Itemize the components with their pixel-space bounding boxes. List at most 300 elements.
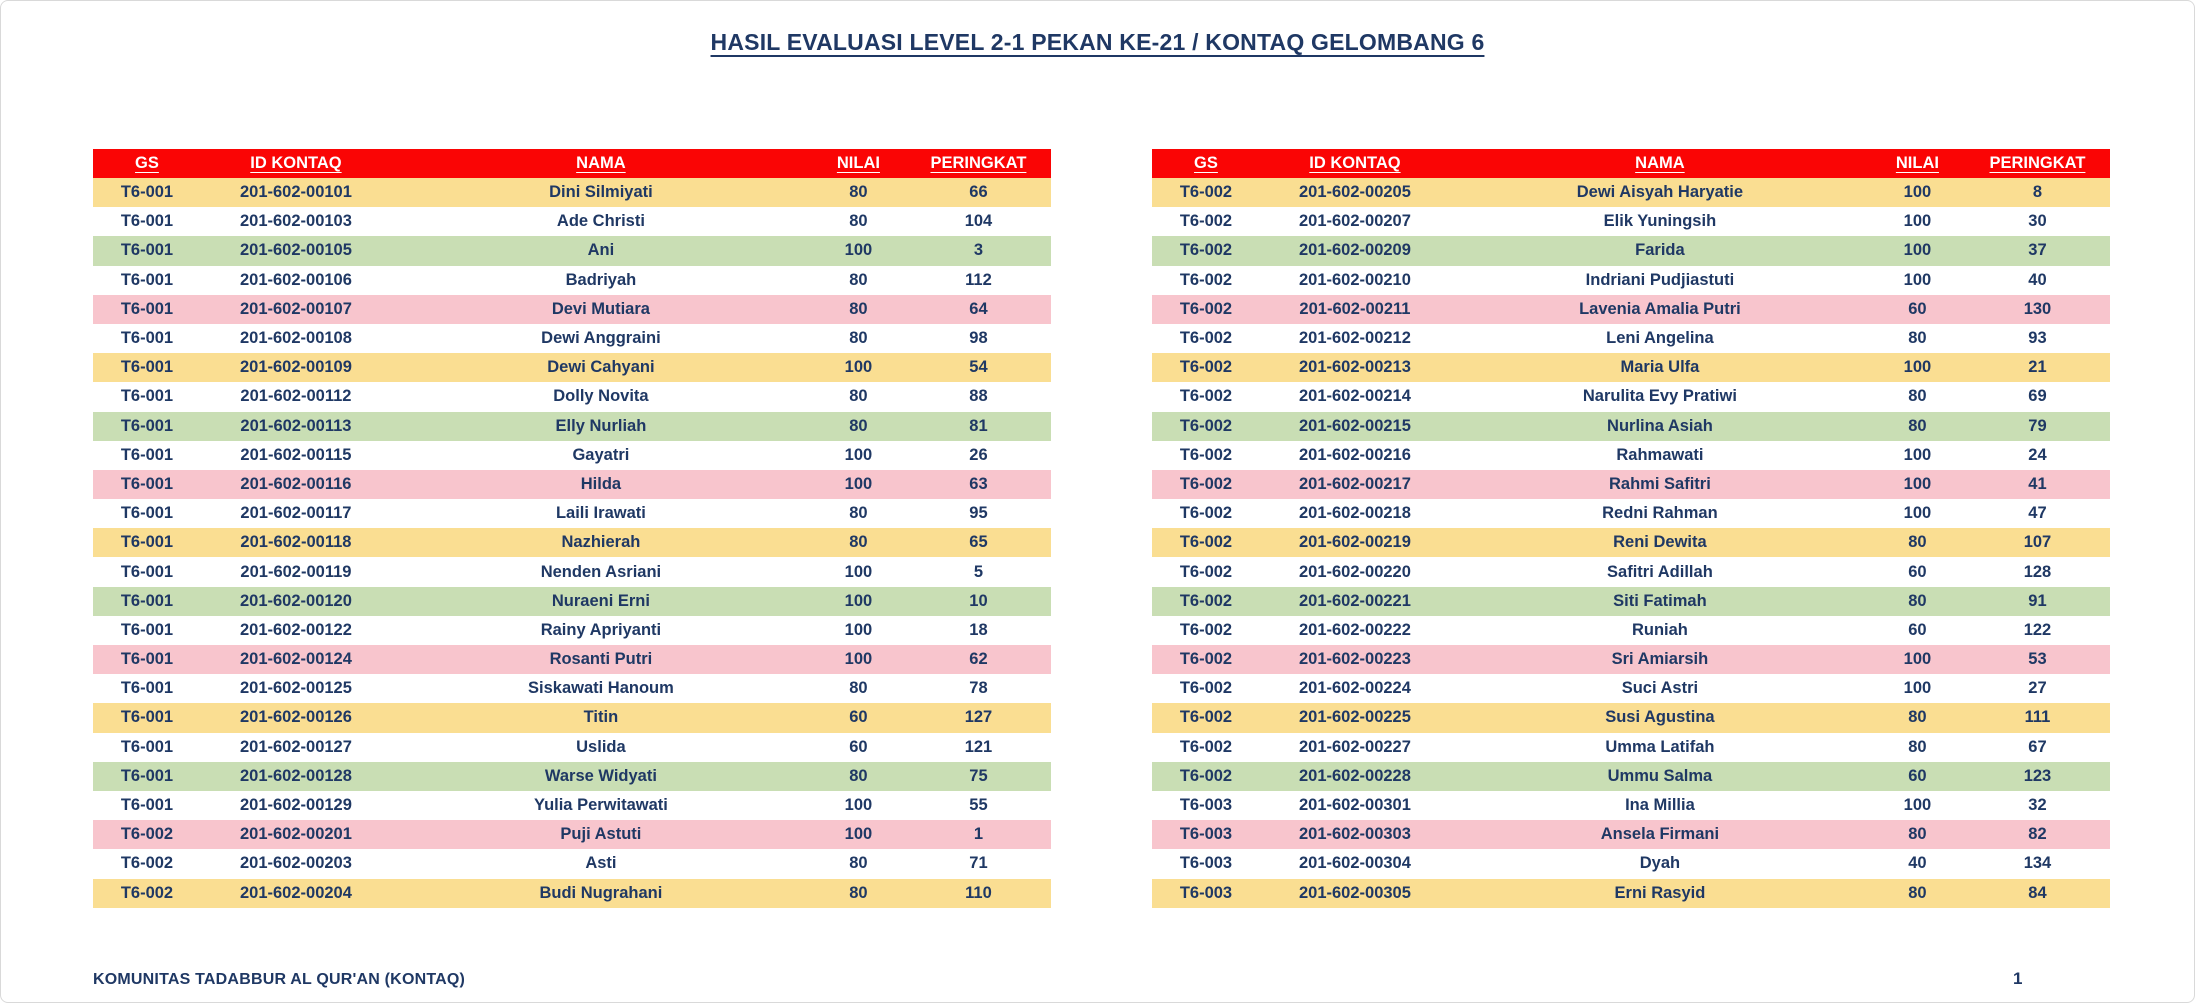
cell-peringkat: 65	[969, 533, 988, 552]
cell-nilai: 100	[1903, 504, 1932, 523]
cell-peringkat: 95	[969, 504, 988, 523]
table-row	[93, 528, 1051, 557]
cell-peringkat: 79	[2028, 416, 2047, 435]
cell-peringkat: 53	[2028, 650, 2047, 669]
cell-nama: Uslida	[576, 737, 626, 756]
cell-nama: Lavenia Amalia Putri	[1579, 299, 1741, 318]
cell-peringkat: 26	[969, 445, 988, 464]
cell-peringkat: 30	[2028, 212, 2047, 231]
cell-id-kontaq: 201-602-00217	[1298, 474, 1411, 493]
cell-nilai: 80	[1908, 737, 1927, 756]
cell-gs: T6-002	[1179, 737, 1233, 756]
cell-id-kontaq: 201-602-00120	[239, 591, 352, 610]
cell-gs: T6-001	[120, 416, 174, 435]
page-title: HASIL EVALUASI LEVEL 2-1 PEKAN KE-21 / KONTAQ GELOMBANG 6	[710, 29, 1485, 55]
cell-gs: T6-002	[1179, 708, 1233, 727]
cell-peringkat: 88	[969, 387, 988, 406]
column-header-id-kontaq: ID KONTAQ	[250, 154, 342, 172]
cell-gs: T6-002	[1179, 299, 1233, 318]
cell-nama: Redni Rahman	[1602, 504, 1718, 523]
column-header-peringkat: PERINGKAT	[1989, 154, 2086, 172]
cell-gs: T6-001	[120, 796, 174, 815]
table-row	[93, 587, 1051, 616]
cell-nilai: 80	[849, 504, 868, 523]
cell-id-kontaq: 201-602-00105	[239, 241, 352, 260]
cell-peringkat: 111	[2024, 708, 2051, 727]
table-row	[93, 470, 1051, 499]
table-row	[1152, 324, 2110, 353]
cell-id-kontaq: 201-602-00112	[240, 387, 352, 406]
cell-nilai: 100	[844, 562, 873, 581]
cell-peringkat: 5	[973, 562, 984, 581]
cell-peringkat: 18	[969, 620, 988, 639]
table-row	[93, 733, 1051, 762]
cell-nama: Narulita Evy Pratiwi	[1582, 387, 1737, 406]
cell-gs: T6-001	[120, 212, 174, 231]
cell-nilai: 100	[1903, 796, 1932, 815]
cell-id-kontaq: 201-602-00108	[239, 329, 352, 348]
table-row	[1152, 236, 2110, 265]
table-row	[1152, 762, 2110, 791]
cell-peringkat: 32	[2028, 796, 2047, 815]
table-row	[1152, 528, 2110, 557]
column-header-nilai: NILAI	[836, 154, 880, 172]
table-row	[93, 645, 1051, 674]
table-row	[1152, 382, 2110, 411]
cell-nama: Safitri Adillah	[1607, 562, 1713, 581]
cell-id-kontaq: 201-602-00122	[239, 620, 352, 639]
cell-nilai: 100	[1903, 445, 1932, 464]
table-row	[1152, 616, 2110, 645]
table-row	[93, 412, 1051, 441]
cell-gs: T6-001	[120, 533, 174, 552]
table-row	[93, 236, 1051, 265]
cell-gs: T6-001	[120, 562, 174, 581]
table-row	[93, 353, 1051, 382]
cell-id-kontaq: 201-602-00216	[1298, 445, 1411, 464]
cell-nama: Siti Fatimah	[1613, 591, 1707, 610]
table-row	[93, 207, 1051, 236]
cell-peringkat: 112	[965, 270, 992, 289]
cell-gs: T6-002	[1179, 533, 1233, 552]
cell-id-kontaq: 201-602-00303	[1298, 825, 1411, 844]
cell-id-kontaq: 201-602-00212	[1298, 329, 1411, 348]
cell-id-kontaq: 201-602-00218	[1298, 504, 1411, 523]
cell-id-kontaq: 201-602-00109	[239, 358, 352, 377]
cell-gs: T6-002	[1179, 329, 1233, 348]
cell-id-kontaq: 201-602-00228	[1298, 766, 1411, 785]
cell-nilai: 80	[1908, 416, 1927, 435]
cell-nama: Leni Angelina	[1606, 329, 1714, 348]
cell-nama: Elik Yuningsih	[1603, 212, 1717, 231]
cell-nilai: 80	[849, 183, 868, 202]
cell-nilai: 60	[1908, 299, 1927, 318]
cell-id-kontaq: 201-602-00116	[240, 474, 352, 493]
cell-nama: Nazhierah	[561, 533, 641, 552]
cell-peringkat: 81	[969, 416, 988, 435]
cell-peringkat: 75	[969, 766, 988, 785]
cell-nilai: 100	[1903, 270, 1932, 289]
cell-nilai: 100	[1903, 358, 1932, 377]
cell-nilai: 100	[844, 591, 873, 610]
cell-gs: T6-001	[120, 241, 174, 260]
results-table-right	[1152, 149, 2110, 908]
cell-gs: T6-003	[1179, 825, 1233, 844]
cell-gs: T6-002	[1179, 650, 1233, 669]
cell-nama: Rahmi Safitri	[1609, 474, 1711, 493]
cell-nilai: 80	[849, 766, 868, 785]
cell-peringkat: 98	[969, 329, 988, 348]
cell-nama: Elly Nurliah	[555, 416, 647, 435]
cell-nama: Runiah	[1631, 620, 1688, 639]
cell-peringkat: 67	[2028, 737, 2047, 756]
cell-gs: T6-001	[120, 766, 174, 785]
results-table-left	[93, 149, 1051, 908]
cell-nama: Hilda	[580, 474, 622, 493]
table-row	[1152, 412, 2110, 441]
cell-peringkat: 37	[2028, 241, 2047, 260]
cell-id-kontaq: 201-602-00119	[240, 562, 352, 581]
cell-nilai: 100	[1903, 212, 1932, 231]
cell-nilai: 100	[1903, 241, 1932, 260]
column-header-peringkat: PERINGKAT	[930, 154, 1027, 172]
cell-peringkat: 54	[969, 358, 988, 377]
cell-gs: T6-001	[120, 387, 174, 406]
cell-nilai: 40	[1908, 854, 1927, 873]
cell-peringkat: 121	[964, 737, 993, 756]
table-row	[93, 849, 1051, 878]
cell-nama: Titin	[583, 708, 619, 727]
cell-peringkat: 91	[2028, 591, 2047, 610]
cell-id-kontaq: 201-602-00125	[239, 679, 352, 698]
cell-id-kontaq: 201-602-00103	[239, 212, 352, 231]
cell-id-kontaq: 201-602-00210	[1298, 270, 1411, 289]
footer-organization-label: KOMUNITAS TADABBUR AL QUR'AN (KONTAQ)	[93, 971, 466, 988]
cell-id-kontaq: 201-602-00205	[1298, 183, 1411, 202]
cell-id-kontaq: 201-602-00113	[240, 416, 352, 435]
cell-id-kontaq: 201-602-00215	[1298, 416, 1411, 435]
table-row	[93, 266, 1051, 295]
cell-id-kontaq: 201-602-00106	[239, 270, 352, 289]
cell-id-kontaq: 201-602-00301	[1298, 796, 1411, 815]
cell-id-kontaq: 201-602-00211	[1299, 299, 1411, 318]
cell-nilai: 80	[1908, 591, 1927, 610]
table-row	[93, 820, 1051, 849]
cell-id-kontaq: 201-602-00126	[239, 708, 352, 727]
cell-nama: Umma Latifah	[1605, 737, 1715, 756]
cell-id-kontaq: 201-602-00204	[239, 883, 352, 902]
column-header-gs: GS	[1194, 154, 1218, 172]
cell-gs: T6-001	[120, 183, 174, 202]
cell-gs: T6-002	[1179, 562, 1233, 581]
table-row	[93, 324, 1051, 353]
cell-nilai: 100	[844, 796, 873, 815]
cell-id-kontaq: 201-602-00220	[1298, 562, 1411, 581]
cell-id-kontaq: 201-602-00224	[1298, 679, 1411, 698]
table-row	[1152, 879, 2110, 908]
table-row	[1152, 645, 2110, 674]
cell-gs: T6-001	[120, 591, 174, 610]
cell-id-kontaq: 201-602-00207	[1298, 212, 1411, 231]
cell-peringkat: 107	[2023, 533, 2052, 552]
column-header-gs: GS	[135, 154, 159, 172]
cell-gs: T6-001	[120, 270, 174, 289]
cell-nilai: 100	[844, 445, 873, 464]
cell-peringkat: 134	[2023, 854, 2052, 873]
cell-gs: T6-002	[1179, 504, 1233, 523]
cell-nama: Ummu Salma	[1607, 766, 1713, 785]
table-row	[1152, 820, 2110, 849]
table-row	[1152, 353, 2110, 382]
cell-gs: T6-001	[120, 708, 174, 727]
table-row	[1152, 703, 2110, 732]
table-header-row	[1152, 149, 2110, 178]
cell-id-kontaq: 201-602-00304	[1298, 854, 1411, 873]
cell-gs: T6-001	[120, 445, 174, 464]
cell-nama: Reni Dewita	[1613, 533, 1707, 552]
cell-peringkat: 71	[969, 854, 988, 873]
cell-id-kontaq: 201-602-00203	[239, 854, 352, 873]
table-row	[1152, 499, 2110, 528]
cell-nilai: 60	[1908, 620, 1927, 639]
cell-nama: Rosanti Putri	[549, 650, 653, 669]
table-row	[1152, 266, 2110, 295]
table-row	[1152, 674, 2110, 703]
cell-peringkat: 110	[965, 883, 992, 902]
cell-nilai: 80	[849, 416, 868, 435]
cell-peringkat: 69	[2028, 387, 2047, 406]
cell-gs: T6-002	[1179, 620, 1233, 639]
table-header-row	[93, 149, 1051, 178]
cell-peringkat: 21	[2028, 358, 2047, 377]
column-header-nama: NAMA	[576, 154, 626, 172]
cell-id-kontaq: 201-602-00128	[239, 766, 352, 785]
cell-gs: T6-001	[120, 358, 174, 377]
cell-nilai: 80	[849, 212, 868, 231]
column-header-id-kontaq: ID KONTAQ	[1309, 154, 1401, 172]
page-number: 1	[2013, 969, 2023, 988]
cell-nama: Warse Widyati	[544, 766, 657, 785]
cell-nama: Puji Astuti	[560, 825, 642, 844]
cell-nama: Suci Astri	[1621, 679, 1699, 698]
cell-peringkat: 47	[2028, 504, 2047, 523]
cell-id-kontaq: 201-602-00115	[240, 445, 352, 464]
cell-nama: Ade Christi	[556, 212, 645, 231]
cell-nilai: 100	[1903, 474, 1932, 493]
cell-peringkat: 40	[2028, 270, 2047, 289]
cell-nama: Indriani Pudjiastuti	[1585, 270, 1735, 289]
cell-peringkat: 93	[2028, 329, 2047, 348]
cell-nilai: 60	[849, 737, 868, 756]
cell-gs: T6-002	[1179, 387, 1233, 406]
cell-id-kontaq: 201-602-00227	[1298, 737, 1411, 756]
table-row	[1152, 178, 2110, 207]
cell-peringkat: 122	[2023, 620, 2052, 639]
cell-id-kontaq: 201-602-00219	[1298, 533, 1411, 552]
cell-peringkat: 78	[969, 679, 988, 698]
cell-gs: T6-002	[120, 883, 174, 902]
cell-id-kontaq: 201-602-00209	[1298, 241, 1411, 260]
cell-gs: T6-003	[1179, 883, 1233, 902]
cell-nama: Ina Millia	[1625, 796, 1695, 815]
cell-gs: T6-002	[1179, 679, 1233, 698]
cell-gs: T6-001	[120, 679, 174, 698]
table-row	[93, 879, 1051, 908]
table-row	[93, 703, 1051, 732]
cell-nama: Nurlina Asiah	[1607, 416, 1713, 435]
column-header-nama: NAMA	[1635, 154, 1685, 172]
cell-nama: Gayatri	[572, 445, 630, 464]
table-row	[1152, 207, 2110, 236]
cell-peringkat: 41	[2028, 474, 2047, 493]
cell-nama: Ansela Firmani	[1600, 825, 1720, 844]
cell-nilai: 100	[844, 650, 873, 669]
cell-gs: T6-002	[1179, 212, 1233, 231]
cell-nilai: 80	[849, 387, 868, 406]
cell-nama: Dewi Anggraini	[541, 329, 661, 348]
cell-nama: Dolly Novita	[553, 387, 649, 406]
cell-nilai: 60	[849, 708, 868, 727]
cell-id-kontaq: 201-602-00124	[239, 650, 352, 669]
cell-gs: T6-003	[1179, 854, 1233, 873]
cell-gs: T6-002	[1179, 445, 1233, 464]
cell-nilai: 80	[1908, 825, 1927, 844]
cell-gs: T6-002	[120, 854, 174, 873]
table-row	[1152, 295, 2110, 324]
cell-gs: T6-001	[120, 329, 174, 348]
cell-nama: Nenden Asriani	[540, 562, 662, 581]
cell-peringkat: 130	[2023, 299, 2052, 318]
cell-peringkat: 123	[2023, 766, 2052, 785]
cell-gs: T6-002	[1179, 270, 1233, 289]
table-row	[93, 791, 1051, 820]
cell-nilai: 100	[1903, 679, 1932, 698]
cell-nama: Ani	[587, 241, 615, 260]
cell-nama: Dewi Cahyani	[547, 358, 655, 377]
table-row	[1152, 849, 2110, 878]
cell-peringkat: 128	[2023, 562, 2052, 581]
cell-nama: Dyah	[1639, 854, 1681, 873]
table-row	[93, 178, 1051, 207]
cell-peringkat: 104	[964, 212, 993, 231]
cell-peringkat: 64	[969, 299, 988, 318]
cell-id-kontaq: 201-602-00225	[1298, 708, 1411, 727]
cell-peringkat: 24	[2028, 445, 2047, 464]
cell-gs: T6-001	[120, 620, 174, 639]
cell-nilai: 80	[849, 679, 868, 698]
cell-nama: Rainy Apriyanti	[540, 620, 662, 639]
cell-id-kontaq: 201-602-00213	[1298, 358, 1411, 377]
cell-id-kontaq: 201-602-00201	[239, 825, 352, 844]
cell-peringkat: 82	[2028, 825, 2047, 844]
cell-nama: Farida	[1635, 241, 1685, 260]
cell-nilai: 100	[844, 358, 873, 377]
cell-gs: T6-001	[120, 650, 174, 669]
cell-gs: T6-001	[120, 504, 174, 523]
cell-gs: T6-002	[1179, 766, 1233, 785]
cell-nilai: 100	[1903, 650, 1932, 669]
cell-peringkat: 3	[973, 241, 984, 260]
cell-peringkat: 27	[2028, 679, 2047, 698]
cell-id-kontaq: 201-602-00118	[240, 533, 352, 552]
cell-nilai: 80	[849, 883, 868, 902]
cell-nama: Yulia Perwitawati	[533, 796, 668, 815]
cell-id-kontaq: 201-602-00223	[1298, 650, 1411, 669]
cell-peringkat: 1	[973, 825, 984, 844]
cell-gs: T6-002	[1179, 183, 1233, 202]
table-row	[1152, 557, 2110, 586]
cell-gs: T6-001	[120, 737, 174, 756]
cell-nama: Dini Silmiyati	[549, 183, 653, 202]
cell-nilai: 80	[1908, 329, 1927, 348]
cell-nama: Rahmawati	[1616, 445, 1704, 464]
cell-id-kontaq: 201-602-00221	[1298, 591, 1411, 610]
cell-id-kontaq: 201-602-00222	[1298, 620, 1411, 639]
table-row	[1152, 791, 2110, 820]
cell-nama: Dewi Aisyah Haryatie	[1576, 183, 1744, 202]
cell-nilai: 60	[1908, 766, 1927, 785]
cell-nama: Asti	[585, 854, 617, 873]
cell-peringkat: 84	[2028, 883, 2047, 902]
table-row	[1152, 470, 2110, 499]
cell-nilai: 80	[1908, 387, 1927, 406]
cell-nilai: 80	[1908, 533, 1927, 552]
cell-gs: T6-001	[120, 474, 174, 493]
cell-peringkat: 127	[964, 708, 993, 727]
cell-nilai: 80	[1908, 708, 1927, 727]
cell-gs: T6-002	[1179, 474, 1233, 493]
cell-id-kontaq: 201-602-00107	[239, 299, 352, 318]
table-row	[93, 762, 1051, 791]
column-header-nilai: NILAI	[1895, 154, 1939, 172]
cell-nama: Maria Ulfa	[1620, 358, 1700, 377]
table-row	[1152, 441, 2110, 470]
cell-nama: Siskawati Hanoum	[528, 679, 674, 698]
cell-nilai: 80	[849, 270, 868, 289]
cell-gs: T6-002	[1179, 591, 1233, 610]
cell-nilai: 80	[849, 329, 868, 348]
cell-nama: Laili Irawati	[555, 504, 646, 523]
cell-peringkat: 10	[969, 591, 988, 610]
cell-nilai: 80	[1908, 883, 1927, 902]
cell-id-kontaq: 201-602-00129	[239, 796, 352, 815]
table-row	[93, 382, 1051, 411]
cell-gs: T6-002	[1179, 241, 1233, 260]
cell-nilai: 80	[849, 299, 868, 318]
cell-nilai: 80	[849, 533, 868, 552]
cell-id-kontaq: 201-602-00101	[239, 183, 352, 202]
cell-nilai: 100	[844, 474, 873, 493]
cell-nama: Badriyah	[565, 270, 637, 289]
cell-gs: T6-002	[1179, 416, 1233, 435]
cell-gs: T6-003	[1179, 796, 1233, 815]
cell-gs: T6-002	[1179, 358, 1233, 377]
cell-peringkat: 62	[969, 650, 988, 669]
cell-gs: T6-001	[120, 299, 174, 318]
cell-nama: Devi Mutiara	[551, 299, 650, 318]
cell-nilai: 100	[844, 241, 873, 260]
cell-nama: Erni Rasyid	[1614, 883, 1706, 902]
table-row	[1152, 733, 2110, 762]
cell-nilai: 80	[849, 854, 868, 873]
cell-id-kontaq: 201-602-00117	[240, 504, 352, 523]
cell-id-kontaq: 201-602-00305	[1298, 883, 1411, 902]
cell-peringkat: 63	[969, 474, 988, 493]
cell-nilai: 60	[1908, 562, 1927, 581]
cell-nilai: 100	[844, 620, 873, 639]
cell-id-kontaq: 201-602-00127	[239, 737, 352, 756]
cell-id-kontaq: 201-602-00214	[1298, 387, 1411, 406]
